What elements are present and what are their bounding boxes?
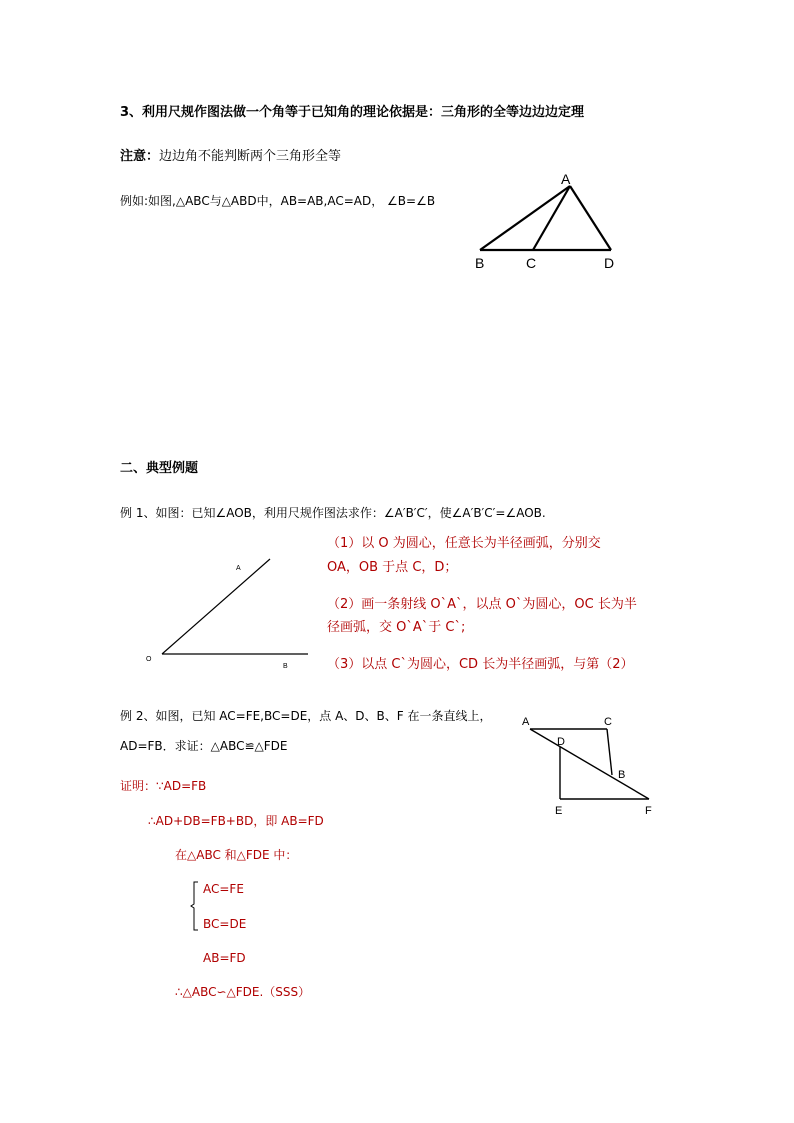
label-b: B bbox=[475, 255, 485, 271]
proof-line3: 在△ABC 和△FDE 中： bbox=[175, 848, 298, 862]
triangles-abc-fde-figure bbox=[515, 710, 665, 820]
segment-ad bbox=[570, 186, 611, 250]
proof-condition-3: AB=FD bbox=[203, 951, 246, 965]
proof-line2: ∴AD+DB=FB+BD，即 AB=FD bbox=[148, 814, 324, 828]
proof-line1: 证明：∵AD=FB bbox=[120, 779, 207, 793]
note-line bbox=[120, 150, 341, 163]
angle-aob-figure bbox=[140, 550, 320, 675]
ex1-step-2a: （2）画一条射线 O`A`，以点 O`为圆心，OC 长为半 bbox=[327, 597, 637, 612]
triangle-abd-figure bbox=[470, 170, 630, 270]
label-c: C bbox=[604, 716, 612, 728]
label-c: C bbox=[526, 255, 537, 271]
brace-icon bbox=[190, 880, 200, 932]
label-e: E bbox=[555, 805, 563, 817]
label-a: A bbox=[522, 716, 530, 728]
proof-condition-2: BC=DE bbox=[203, 917, 247, 931]
line-adbf bbox=[530, 729, 649, 799]
segment-ab bbox=[480, 186, 570, 250]
label-d: D bbox=[557, 736, 565, 748]
ex1-question: 例 1、如图：已知∠AOB，利用尺规作图法求作：∠A′B′C′，使∠A′B′C′=∠AOB. bbox=[120, 506, 546, 520]
ex1-step-2b: 径画弧，交 O`A`于 C`; bbox=[327, 620, 466, 635]
section2-heading: 二、典型例题 bbox=[120, 461, 199, 476]
ex2-question-line1: 例 2、如图，已知 AC=FE,BC=DE，点 A、D、B、F 在一条直线上， bbox=[120, 709, 492, 723]
ray-oa bbox=[162, 559, 270, 654]
example-text: 例如:如图,△ABC与△ABD中，AB=AB,AC=AD， ∠B=∠B bbox=[120, 194, 436, 208]
ex1-step-1b: OA，OB 于点 C，D； bbox=[327, 560, 458, 575]
proof-condition-1: AC=FE bbox=[203, 882, 244, 896]
note-label: 注意： bbox=[120, 149, 160, 164]
label-d: D bbox=[604, 255, 615, 271]
segment-ac bbox=[533, 186, 570, 250]
segment-cb bbox=[607, 729, 612, 775]
label-o: O bbox=[146, 656, 152, 663]
label-a: A bbox=[561, 171, 571, 187]
ex1-step-1a: （1）以 O 为圆心，任意长为半径画弧，分别交 bbox=[327, 536, 601, 551]
ex1-step-3: （3）以点 C`为圆心，CD 长为半径画弧，与第（2） bbox=[327, 657, 634, 672]
proof-conclusion: ∴△ABC∽△FDE.（SSS） bbox=[175, 985, 311, 999]
label-f: F bbox=[645, 805, 652, 817]
section3-heading: 3、利用尺规作图法做一个角等于已知角的理论依据是：三角形的全等边边边定理 bbox=[120, 105, 585, 120]
label-a: A bbox=[236, 565, 241, 572]
note-text: 边边角不能判断两个三角形全等 bbox=[159, 149, 342, 164]
label-b: B bbox=[618, 769, 626, 781]
label-b: B bbox=[283, 663, 288, 670]
ex2-question-line2: AD=FB．求证：△ABC≌△FDE bbox=[120, 739, 288, 753]
